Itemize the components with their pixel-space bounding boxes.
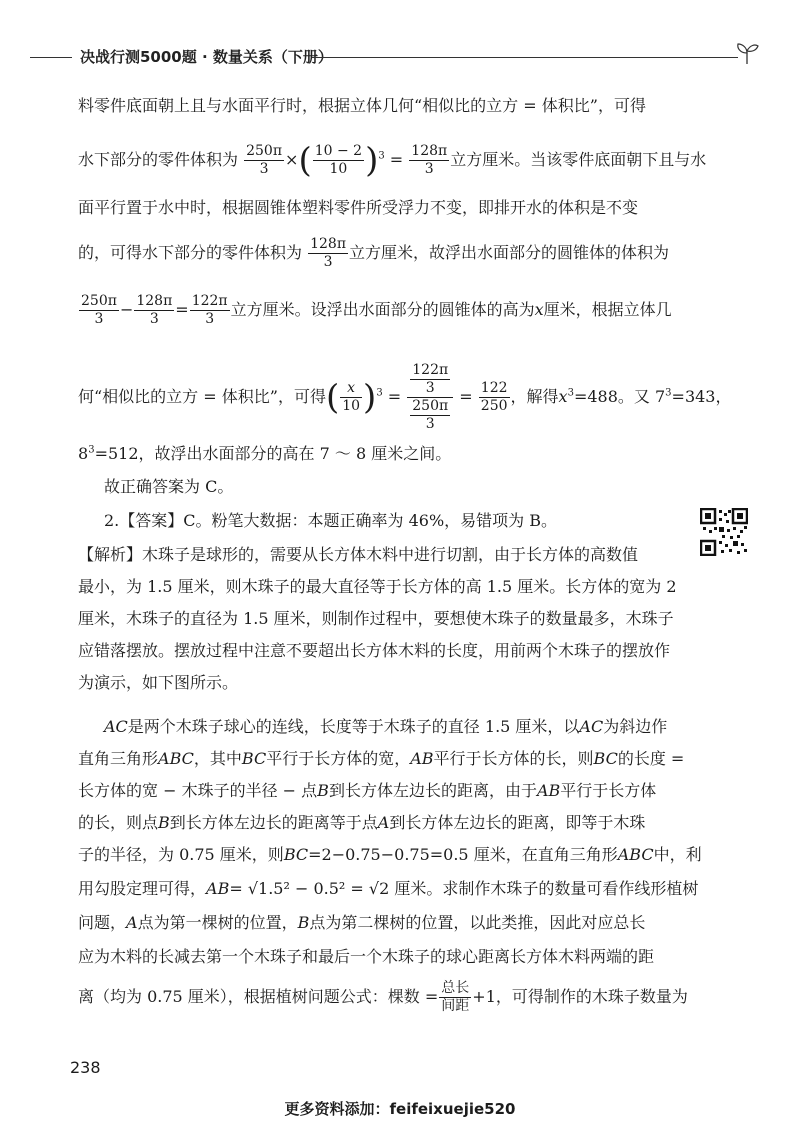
paren-close: ) [363,377,377,418]
var-bc: BC [283,845,309,864]
fraction-122-over-250 [479,380,510,415]
compound-num [407,362,453,398]
frac-num: 250π [81,293,117,309]
var-abc: ABC [158,749,194,768]
var-a: A [126,913,138,932]
compound-den [407,398,453,433]
compound-fraction [407,362,453,433]
frac-num: x [340,380,362,398]
frac-den: 3 [149,311,159,327]
fraction-total-over-interval [439,980,471,1015]
analysis-line-4: 应错落摆放。摆放过程中注意不要超出长方体木料的长度，用前两个木珠子的摆放作 [78,641,671,660]
frac-num: 128π [136,293,173,309]
text-segment: 到长方体左边长的距离，即等于木珠 [389,813,646,832]
text-segment: +1，可得制作的木珠子数量为 [472,987,688,1006]
frac-den: 3 [425,380,435,396]
frac-den: 3 [425,416,435,432]
frac-num: 250π [412,398,449,414]
analysis-line-8 [78,779,656,803]
text-segment: = √1.5² − 0.5² = √2 厘米。求制作木珠子的数量可看作线形植树 [229,879,699,898]
var-b: B [158,813,170,832]
variable-x: x [534,300,544,319]
text-segment: =2−0.75−0.75=0.5 厘米，在直角三角形 [308,845,618,864]
text-segment: 点为第二棵树的位置，以此类推，因此对应总长 [309,913,646,932]
var-ac: AC [579,717,604,736]
header-rule-left [30,57,72,58]
text-segment: 平行于长方体的宽， [266,749,411,768]
fraction-128pi-over-3 [134,293,174,328]
qr-code-icon[interactable] [700,508,748,556]
analysis-line-9 [78,811,645,835]
frac-den: 3 [259,161,269,177]
analysis-line-11 [78,877,698,901]
frac-num: 128π [310,236,347,252]
text-line-5: $\frac{250\pi}{3}$ − $\frac{128\pi}{3}$ = $\frac{122\pi}{3}$ 立方厘米。设浮出水面部分的圆锥体的高为x厘米，根据立体几 [81,293,672,327]
text-segment: 立方厘米。当该零件底面朝下且与水 [450,150,707,169]
frac-num: 128π [411,143,448,159]
text-segment: 的长，则点 [78,813,159,832]
text-segment: 点为第一棵树的位置， [137,913,298,932]
frac-den: 250 [480,398,508,414]
frac-num: 10 − 2 [314,143,363,159]
analysis-line-13: 应为木料的长减去第一个木珠子和最后一个木珠子的球心距离长方体木料两端的距 [78,947,655,966]
header-title: 决战行测5000题 · 数量关系（下册） [80,48,333,66]
text-segment: 何“相似比的立方 = 体积比”，可得 [78,387,326,406]
fraction-122pi-over-3 [410,362,450,397]
fraction-128pi-over-3 [409,143,449,178]
text-line-6: 何“相似比的立方 = 体积比”，可得( $\frac{x}{10}$ )$^3$ = $\frac{\frac{122\pi}{3}}{\frac{250\pi}{3}}$ = $\frac{122}{250}$ ，解得$x^3=488$。又 $7^3=343$， [78,362,732,432]
analysis-line-14 [78,980,688,1015]
frac-den: 3 [94,311,104,327]
frac-num: 122π [191,293,228,309]
frac-den: 3 [424,161,434,177]
header-rule-right [312,57,738,58]
paren-open: ( [298,140,312,181]
text-line-8: 故正确答案为 C。 [104,477,234,496]
frac-num: 122π [412,362,449,378]
variable-x: x [558,387,568,406]
var-ab: AB [536,781,561,800]
text-segment: 子的半径，为 0.75 厘米，则 [78,845,284,864]
fraction-122pi-over-3 [190,293,230,328]
text-segment: 的长度 = [617,749,685,768]
fraction-250pi-over-3 [410,398,450,433]
text-segment: 直角三角形 [78,749,159,768]
text-segment: 问题， [78,913,127,932]
var-bc: BC [593,749,618,768]
var-a: A [377,813,390,832]
frac-num: 总长 [441,980,470,996]
frac-den: 10 [342,398,361,414]
text-segment: 的，可得水下部分的零件体积为 [78,243,303,262]
text-line-7: $8^3=512$，故浮出水面部分的高在 7 ～ 8 厘米之间。 [78,444,452,463]
text-segment: 长方体的宽 − 木珠子的半径 − 点 [78,781,318,800]
fraction-250pi-over-3 [79,293,119,328]
text-segment: 平行于长方体 [560,781,657,800]
analysis-line-7 [78,747,684,771]
text-segment: 离（均为 0.75 厘米），根据植树问题公式：棵数 = [78,987,439,1006]
text-segment: 8 [78,444,89,463]
var-ac: AC [104,717,128,736]
analysis-line-2: 最小，为 1.5 厘米，则木珠子的最大直径等于长方体的高 1.5 厘米。长方体的宽为 2 [78,577,677,596]
text-segment: 立方厘米，故浮出水面部分的圆锥体的体积为 [349,243,670,262]
text-segment: 到长方体左边长的距离等于点 [169,813,378,832]
fraction-x-over-10 [340,380,362,415]
frac-den: 10 [329,161,348,177]
analysis-line-12 [78,911,645,935]
var-ab: AB [410,749,434,768]
text-segment: ，其中 [193,749,242,768]
analysis-line-3: 厘米，木珠子的直径为 1.5 厘米，则制作过程中，要想使木珠子的数量最多，木珠子 [78,609,674,628]
text-segment: 为斜边作 [603,717,668,736]
text-segment: 中，利 [653,845,702,864]
frac-den: 间距 [441,998,470,1014]
text-segment: 是两个木珠子球心的连线，长度等于木珠子的直径 1.5 厘米，以 [127,717,580,736]
var-bc: BC [241,749,267,768]
frac-num: 250π [246,143,283,159]
var-ab: AB [206,879,230,898]
page-number: 238 [70,1058,101,1077]
text-line-1: 料零件底面朝上且与水面平行时，根据立体几何“相似比的立方 = 体积比”，可得 [78,96,646,115]
running-header [30,40,760,70]
text-segment: =343， [671,387,732,406]
paren-close: ) [365,140,379,181]
text-line-3: 面平行置于水中时，根据圆锥体塑料零件所受浮力不变，即排开水的体积是不变 [78,198,639,217]
fraction-250pi-over-3 [244,143,284,178]
sprout-icon [734,40,760,66]
text-line-4 [78,236,669,271]
text-segment: 用勾股定理可得， [78,879,207,898]
analysis-line-5: 为演示，如下图所示。 [78,673,239,692]
var-b: B [297,913,310,932]
frac-den: 3 [323,254,333,270]
frac-den: 3 [205,311,215,327]
text-segment: =512，故浮出水面部分的高在 7 ～ 8 厘米之间。 [94,444,452,463]
analysis-line-6 [104,715,667,739]
footer-note: 更多资料添加：feifeixuejie520 [284,1100,516,1118]
text-line-2: 水下部分的零件体积为 $\frac{250\pi}{3}$ ×( $\frac{10 - 2}{10}$ )$^3$ = $\frac{128\pi}{3}$ 立方厘米。当该零件底面朝下且与水 [78,140,707,181]
analysis-line-10 [78,843,702,867]
paren-open: ( [325,377,340,418]
text-segment: =488。又 7 [573,387,666,406]
answer-line: 2.【答案】C。粉笔大数据：本题正确率为 46%，易错项为 B。 [104,511,558,530]
var-abc: ABC [617,845,654,864]
frac-num: 122 [480,380,508,396]
text-segment: 平行于长方体的长，则 [433,749,594,768]
text-segment: 立方厘米。设浮出水面部分的圆锥体的高为 [230,300,535,319]
var-b: B [317,781,329,800]
text-segment: 到长方体左边长的距离，由于 [328,781,537,800]
fraction-8-over-10 [313,143,364,178]
text-segment: 水下部分的零件体积为 [78,150,239,169]
text-segment: 厘米，根据立体几 [543,300,672,319]
analysis-line-1: 【解析】木珠子是球形的，需要从长方体木料中进行切割，由于长方体的高数值 [78,545,639,564]
text-segment: ，解得 [510,387,559,406]
fraction-128pi-over-3 [308,236,348,271]
